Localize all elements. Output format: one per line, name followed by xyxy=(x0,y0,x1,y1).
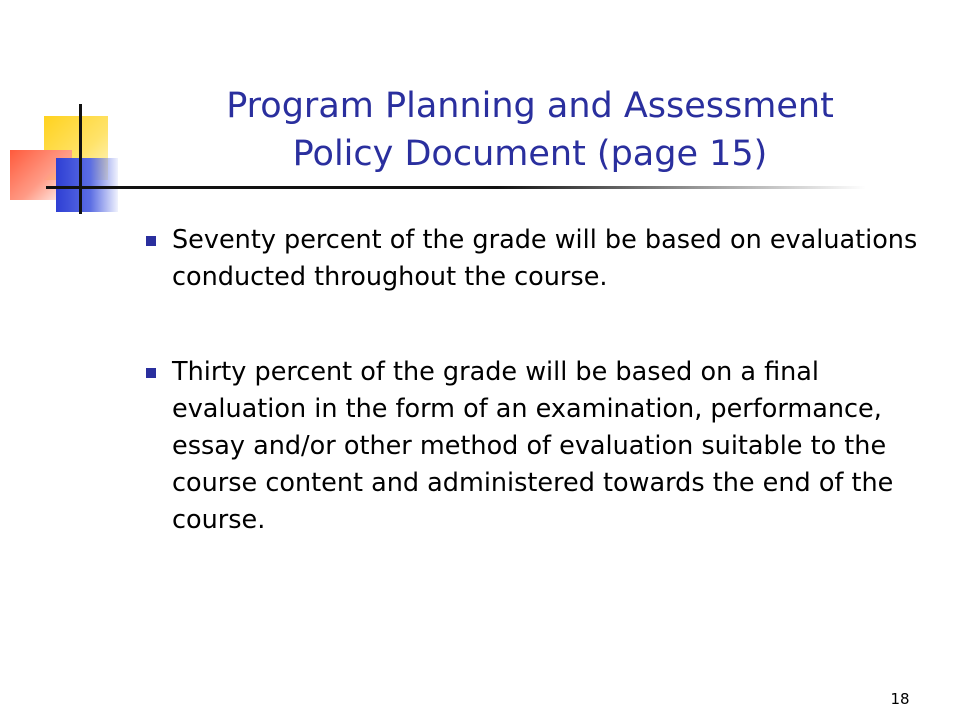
square-bullet-icon xyxy=(146,368,156,378)
blue-square-decoration xyxy=(56,158,118,212)
slide-title xyxy=(160,82,900,178)
vertical-rule-decoration xyxy=(79,104,82,214)
square-bullet-icon xyxy=(146,236,156,246)
slide-title-line-2: Policy Document (page 15) xyxy=(292,134,768,174)
bullet-text: Thirty percent of the grade will be based on a final evaluation in the form of an examination, performance, essay and/or other method of evaluation suitable to the course content and administered towards the end of the course. xyxy=(172,357,894,535)
title-underline-rule xyxy=(46,186,866,189)
bullet-text: Seventy percent of the grade will be based on evaluations conducted throughout the course. xyxy=(172,225,918,292)
page-number: 18 xyxy=(890,690,910,708)
slide-title-line-1: Program Planning and Assessment xyxy=(226,86,834,126)
bullet-item xyxy=(146,354,936,539)
decorative-logo-squares xyxy=(0,0,140,230)
bullet-list xyxy=(146,222,936,539)
bullet-item xyxy=(146,222,936,296)
